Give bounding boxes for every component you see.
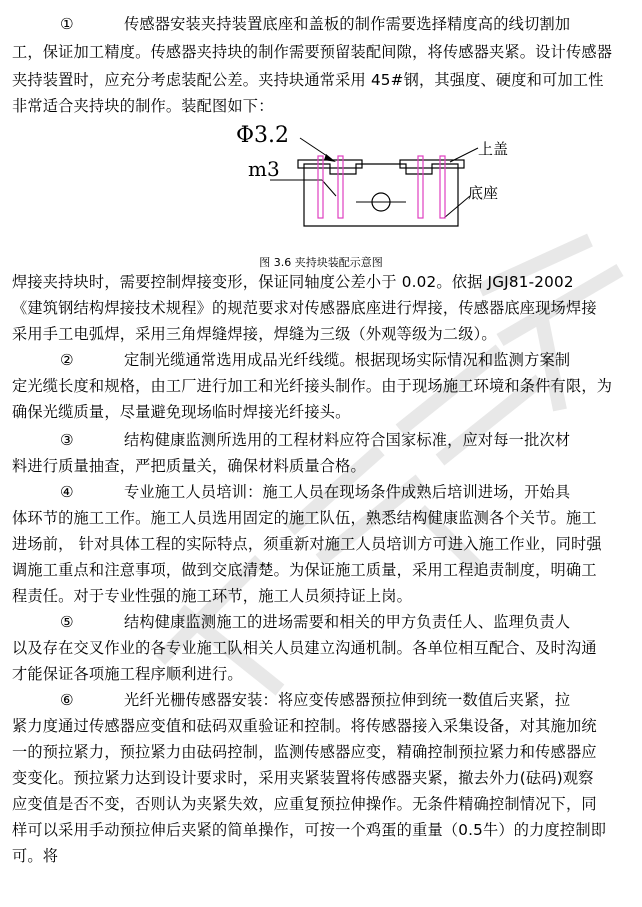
- paragraph-6-line-4: 变变化。预拉紧力达到设计要求时，采用夹紧装置将传感器夹紧，撤去外力(砝码)观察: [12, 769, 594, 787]
- paragraph-2-line-1: ② 定制光缆通常选用成品光纤线缆。根据现场实际情况和监测方案制: [12, 348, 630, 372]
- clamp-assembly-diagram: [230, 118, 530, 254]
- paragraph-1-cont-line-1: 焊接夹持块时，需要控制焊接变形，保证同轴度公差小于 0.02。依据 JGJ81-2002: [12, 273, 574, 291]
- paragraph-6-line-2: 紧力度通过传感器应变值和砝码双重验证和控制。将传感器接入采集设备，对其施加统: [12, 717, 597, 735]
- m3-label: m3: [248, 157, 280, 181]
- figure-caption: 图 3.6 夹持块装配示意图: [259, 256, 383, 269]
- paragraph-1-cont-line-2: 《建筑钢结构焊接技术规程》的规范要求对传感器底座进行焊接，传感器底座现场焊接: [12, 299, 597, 317]
- phi-leader: [300, 138, 330, 158]
- base-outline: [304, 164, 458, 226]
- paragraph-5-line-2: 以及存在交叉作业的各专业施工队相关人员建立沟通机制。各单位相互配合、及时沟通: [12, 639, 597, 657]
- paragraph-1-line-2: 工，保证加工精度。传感器夹持块的制作需要预留装配间隙，将传感器夹紧。设计传感器: [12, 43, 613, 61]
- paragraph-1-line-4: 非常适合夹持块的制作。装配图如下：: [12, 97, 274, 115]
- paragraph-6-line-1: ⑥ 光纤光栅传感器安装：将应变传感器预拉伸到统一数值后夹紧，拉: [12, 688, 630, 712]
- paragraph-2-number: ②: [60, 351, 74, 369]
- m3-leader-2: [322, 180, 336, 196]
- paragraph-4-line-3: 进场前， 针对具体工程的实际特点，须重新对施工人员培训方可进入施工作业，同时强: [12, 535, 602, 553]
- paragraph-6-line-7: 可。将: [12, 847, 59, 865]
- bolt-right-2: [440, 156, 445, 218]
- paragraph-2-line-2: 定光缆长度和规格，由工厂进行加工和光纤接头制作。由于现场施工环境和条件有限，为: [12, 377, 613, 395]
- paragraph-4-line-1: ④ 专业施工人员培训：施工人员在现场条件成熟后培训进场，开始具: [12, 480, 630, 504]
- paragraph-4-line-5: 程责任。对于专业性强的施工环节，施工人员须持证上岗。: [12, 587, 413, 605]
- bolt-right-1: [418, 156, 423, 218]
- paragraph-4-line-2: 体环节的施工工作。施工人员选用固定的施工队伍，熟悉结构健康监测各个关节。施工: [12, 509, 597, 527]
- phi-arrow: [324, 154, 336, 162]
- bolt-left-1: [318, 156, 323, 218]
- paragraph-1-cont-line-3: 采用手工电弧焊，采用三角焊缝焊接，焊缝为三级（外观等级为二级）。: [12, 325, 497, 343]
- paragraph-3-number: ③: [60, 431, 74, 449]
- paragraph-3-line-1: ③ 结构健康监测所选用的工程材料应符合国家标准，应对每一批次材: [12, 428, 630, 452]
- paragraph-1-line-1: ① 传感器安装夹持装置底座和盖板的制作需要选择精度高的线切割加: [12, 12, 630, 36]
- paragraph-6-line-3: 一的预拉紧力，预拉紧力由砝码控制，监测传感器应变，精确控制预拉紧力和传感器应: [12, 743, 597, 761]
- paragraph-6-line-6: 样可以采用手动预拉伸后夹紧的简单操作，可按一个鸡蛋的重量（0.5牛）的力度控制即: [12, 821, 607, 839]
- base-leader: [444, 196, 470, 218]
- top-cover-label: 上盖: [478, 140, 509, 158]
- paragraph-3-line-2: 料进行质量抽查，严把质量关，确保材料质量合格。: [12, 457, 366, 475]
- paragraph-6-line-5: 应变值是否不变，否则认为夹紧失效，应重复预拉伸操作。无条件精确控制情况下，同: [12, 795, 597, 813]
- paragraph-4-line-4: 调施工重点和注意事项，做到交底清楚。为保证施工质量，采用工程追责制度，明确工: [12, 561, 597, 579]
- paragraph-2-line-3: 确保光缆质量，尽量避免现场临时焊接光纤接头。: [12, 403, 351, 421]
- paragraph-1-number: ①: [60, 15, 74, 33]
- base-label: 底座: [468, 184, 499, 202]
- paragraph-5-number: ⑤: [60, 613, 74, 631]
- paragraph-4-number: ④: [60, 483, 74, 501]
- paragraph-5-line-3: 才能保证各项施工程序顺利进行。: [12, 665, 243, 683]
- paragraph-6-number: ⑥: [60, 691, 74, 709]
- paragraph-5-line-1: ⑤ 结构健康监测施工的进场需要和相关的甲方负责任人、监理负责人: [12, 610, 630, 634]
- phi-label: Φ3.2: [236, 123, 290, 148]
- paragraph-1-line-3: 夹持装置时，应充分考虑装配公差。夹持块通常采用 45#钢，其强度、硬度和可加工性: [12, 71, 604, 89]
- bolt-left-2: [338, 156, 343, 218]
